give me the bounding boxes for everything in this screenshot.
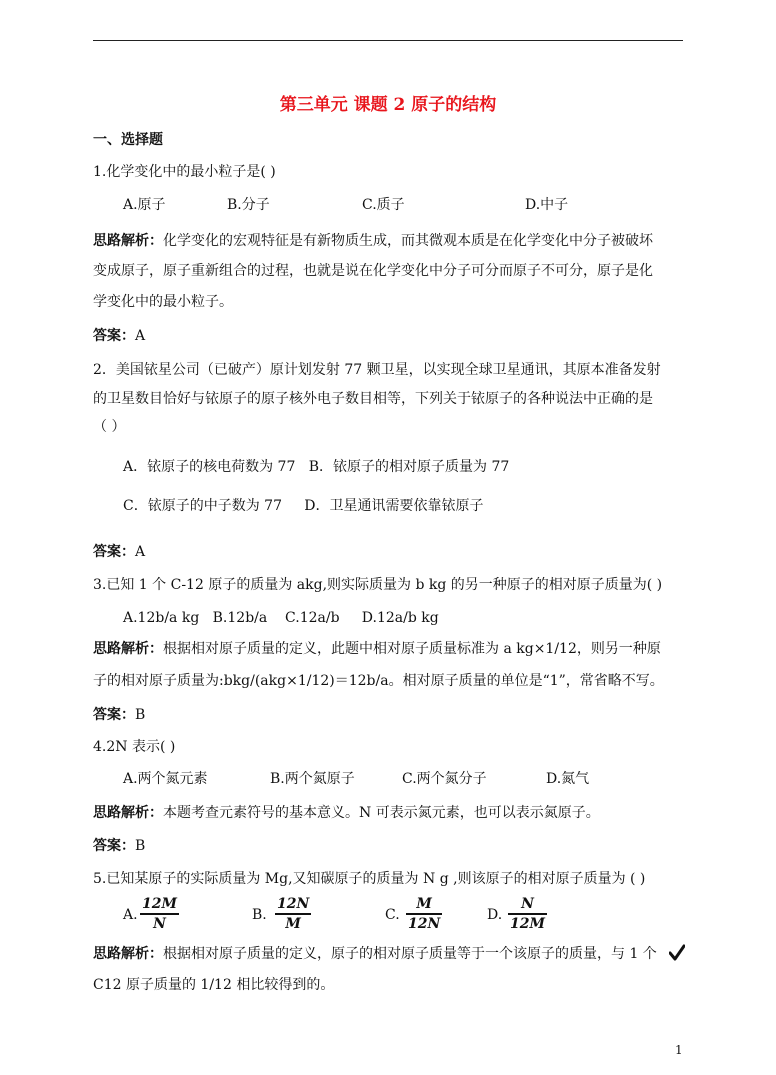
q1-option-c: C.质子 — [362, 197, 405, 213]
fraction-denominator: 12M — [510, 915, 545, 932]
q3-analysis-line2: 子的相对原子质量为:bkg/(akg×1/12)＝12b/a。相对原子质量的单位是“1”，常省略不写。 — [93, 673, 664, 689]
fraction-bar — [508, 913, 547, 915]
q5-option-b-label: B. — [252, 907, 267, 923]
q5-option-c-fraction — [406, 896, 442, 932]
q1-option-a: A.原子 — [123, 197, 166, 213]
header-rule — [93, 40, 683, 41]
fraction-denominator: 12N — [408, 915, 441, 932]
fraction-numerator: 12M — [142, 896, 177, 912]
q2-stem-line3: （ ） — [93, 419, 126, 435]
q5-option-c-label: C. — [385, 907, 400, 923]
q1-analysis-line3: 学变化中的最小粒子。 — [93, 294, 233, 310]
q3-answer: 答案：B — [93, 707, 146, 723]
q2-answer: 答案：A — [93, 544, 146, 560]
q4-answer: 答案：B — [93, 838, 146, 854]
q3-options: A.12b/a kg B.12b/a C.12a/b D.12a/b kg — [123, 610, 439, 626]
q3-analysis-line1: 思路解析：根据相对原子质量的定义，此题中相对原子质量标准为 a kg×1/12，则另一种原 — [93, 641, 661, 657]
fraction-denominator: N — [153, 915, 166, 932]
fraction-numerator: M — [416, 896, 432, 912]
q1-answer: 答案：A — [93, 328, 146, 344]
q4-option-d: D.氮气 — [546, 771, 590, 787]
q5-analysis-line2: C12 原子质量的 1/12 相比较得到的。 — [93, 977, 335, 993]
fraction-bar — [140, 913, 179, 915]
q5-stem: 5.已知某原子的实际质量为 Mg,又知碳原子的质量为 N g ,则该原子的相对原子质量为 ( ) — [93, 871, 646, 887]
q1-option-b: B.分子 — [227, 197, 270, 213]
page-title: 第三单元 课题 2 原子的结构 — [279, 95, 497, 115]
q1-analysis-line1: 思路解析：化学变化的宏观特征是有新物质生成，而其微观本质是在化学变化中分子被破坏 — [93, 233, 653, 249]
q5-option-d-label: D. — [487, 907, 503, 923]
q4-option-c: C.两个氮分子 — [402, 771, 487, 787]
q2-options-ab: A．铱原子的核电荷数为 77 B．铱原子的相对原子质量为 77 — [123, 459, 510, 475]
checkmark-icon — [669, 944, 685, 962]
q4-stem: 4.2N 表示( ) — [93, 739, 176, 755]
fraction-denominator: M — [285, 915, 301, 932]
q1-analysis-line2: 变成原子，原子重新组合的过程，也就是说在化学变化中分子可分而原子不可分，原子是化 — [93, 263, 653, 279]
q4-option-a: A.两个氮元素 — [123, 771, 208, 787]
fraction-numerator: N — [521, 896, 534, 912]
q5-analysis-line1: 思路解析：根据相对原子质量的定义，原子的相对原子质量等于一个该原子的质量，与 1 个 — [93, 946, 657, 962]
q4-option-b: B.两个氮原子 — [270, 771, 355, 787]
q5-option-d-fraction — [508, 896, 547, 932]
section-heading: 一、选择题 — [93, 132, 163, 148]
q1-stem: 1.化学变化中的最小粒子是( ) — [93, 164, 276, 180]
q1-analysis-label: 思路解析： — [93, 233, 163, 249]
q2-stem-line1: 2．美国铱星公司（已破产）原计划发射 77 颗卫星，以实现全球卫星通讯，其原本准备发射 — [93, 362, 661, 378]
q2-stem-line2: 的卫星数目恰好与铱原子的原子核外电子数目相等，下列关于铱原子的各种说法中正确的是 — [93, 391, 653, 407]
q3-stem: 3.已知 1 个 C-12 原子的质量为 akg,则实际质量为 b kg 的另一种原子的相对原子质量为( ) — [93, 577, 663, 593]
fraction-bar — [406, 913, 442, 915]
q2-options-cd: C．铱原子的中子数为 77 D．卫星通讯需要依靠铱原子 — [123, 498, 484, 514]
q5-option-a-fraction — [140, 896, 179, 932]
q4-analysis: 思路解析：本题考查元素符号的基本意义。N 可表示氮元素，也可以表示氮原子。 — [93, 805, 600, 821]
page-number: 1 — [675, 1043, 683, 1057]
q5-option-a-label: A. — [123, 907, 138, 923]
fraction-bar — [275, 913, 311, 915]
q1-option-d: D.中子 — [525, 197, 569, 213]
fraction-numerator: 12N — [277, 896, 310, 912]
q5-option-b-fraction — [275, 896, 311, 932]
